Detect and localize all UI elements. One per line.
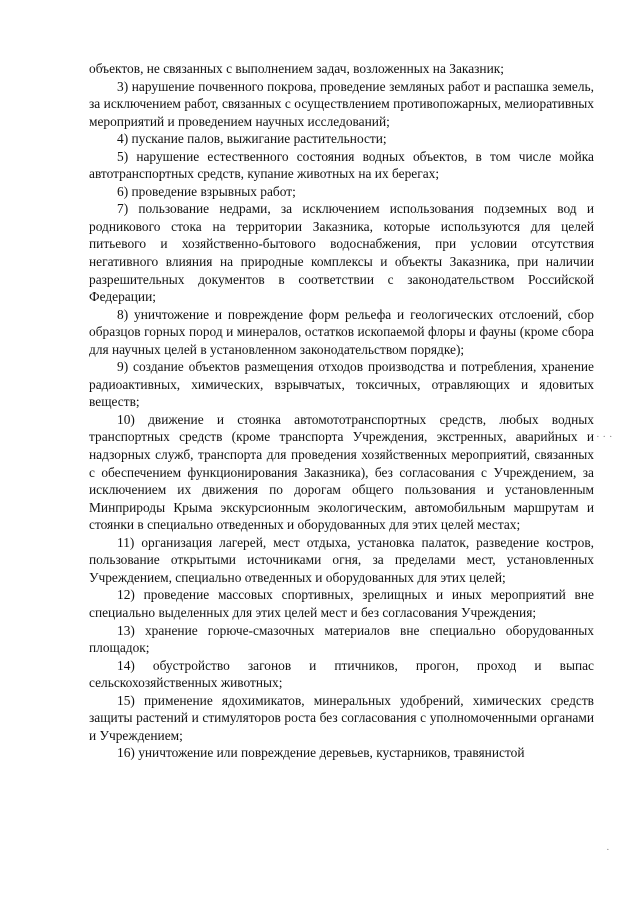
paragraph-item-12: 12) проведение массовых спортивных, зрелищных и иных мероприятий вне специально выделенных для этих целей мест и без согласования Учреждения;: [89, 587, 594, 620]
paragraph-item-5: 5) нарушение естественного состояния водных объектов, в том числе мойка автотранспортных средств, купание животных на их берегах;: [89, 148, 594, 182]
scan-speck-mark: ·: [606, 844, 610, 856]
scan-speck-mark: · · ·: [596, 431, 613, 443]
paragraph-item-14: 14) обустройство загонов и птичников, прогон, проход и выпас сельскохозяйственных животных;: [89, 657, 594, 691]
paragraph-continuation: объектов, не связанных с выполнением задач, возложенных на Заказник;: [89, 61, 504, 76]
paragraph-item-8: 8) уничтожение и повреждение форм рельефа и геологических отслоений, сбор образцов горных пород и минералов, остатков ископаемой флоры и фауны (кроме сбора для научных целей в установленном законодательством порядке);: [89, 306, 594, 357]
paragraph-item-15: 15) применение ядохимикатов, минеральных удобрений, химических средств защиты растений и стимуляторов роста без согласования с уполномоченными органами и Учреждением;: [89, 692, 594, 743]
paragraph-item-13: 13) хранение горюче-смазочных материалов вне специально оборудованных площадок;: [89, 622, 594, 656]
paragraph-item-7: 7) пользование недрами, за исключением использования подземных вод и родникового стока на территории Заказника, которые используются для целей питьевого и хозяйственно-бытового водоснабжения, при условии отсутствия негативного влияния на природные комплексы и объекты Заказника, при наличии разрешительных документов в соответствии с законодательством Российской Федерации;: [89, 201, 594, 305]
paragraph-item-10: 10) движение и стоянка автомототранспортных средств, любых водных транспортных средств (кроме транспорта Учреждения, экстренных, аварийных и надзорных служб, транспорта для проведения хозяйственных мероприятий, связанных с обеспечением функционирования Заказника), без согласования с Учреждением, за исключением их движения по дорогам общего пользования и установленным Минприроды Крыма экскурсионным экологическим, автомобильным маршрутам и стоянки в специально отведенных и оборудованных для этих целей местах;: [89, 411, 594, 533]
paragraph-item-3: 3) нарушение почвенного покрова, проведение земляных работ и распашка земель, за исключением работ, связанных с осуществлением противопожарных, мелиоративных мероприятий и проведением научных исследований;: [89, 78, 594, 129]
paragraph-item-6: 6) проведение взрывных работ;: [117, 183, 296, 199]
paragraph-item-11: 11) организация лагерей, мест отдыха, установка палаток, разведение костров, пользование открытыми источниками огня, за пределами мест, установленных Учреждением, специально отведенных и оборудованных для этих целей;: [89, 534, 594, 585]
paragraph-item-16: 16) уничтожение или повреждение деревьев, кустарников, травянистой: [117, 745, 525, 761]
paragraph-item-4: 4) пускание палов, выжигание растительности;: [117, 131, 387, 147]
paragraph-item-9: 9) создание объектов размещения отходов производства и потребления, хранение радиоактивных, химических, взрывчатых, токсичных, отравляющих и ядовитых веществ;: [89, 359, 594, 410]
document-body: [89, 60, 594, 762]
